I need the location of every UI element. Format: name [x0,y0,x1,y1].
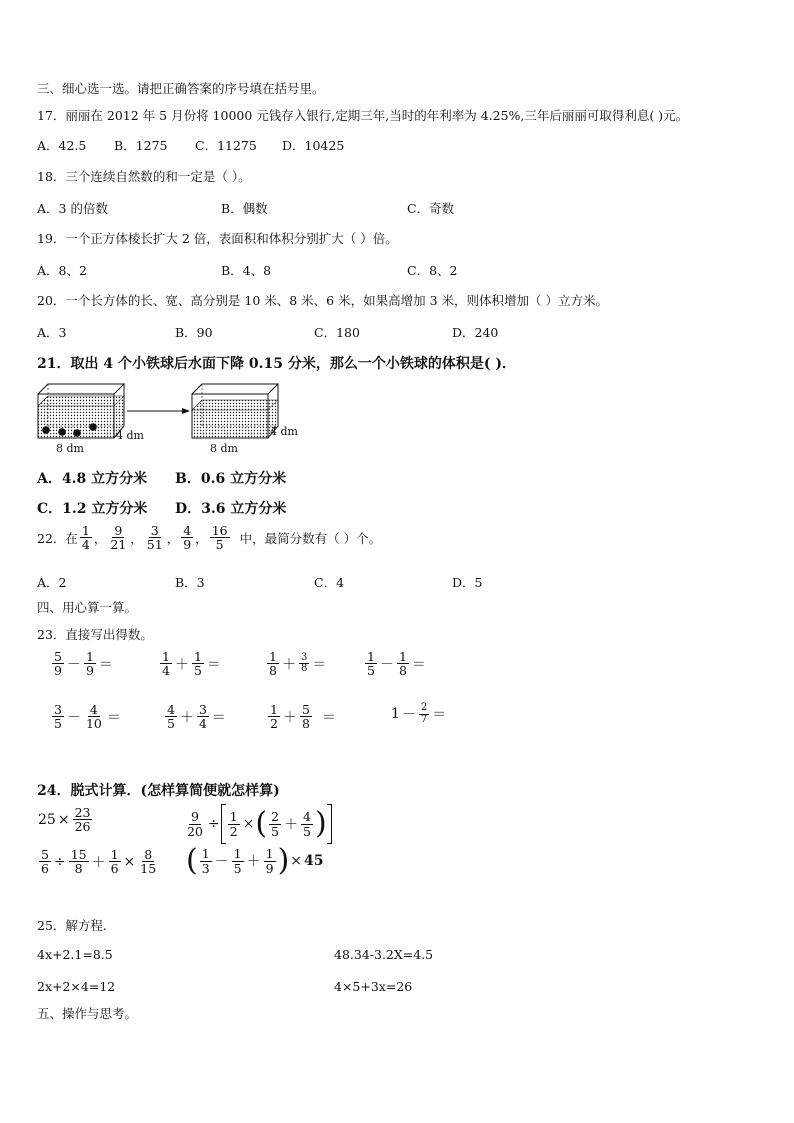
q17-option-b: B．1275 [114,138,168,153]
q22-sep: ， [195,530,208,546]
q22-sep: ， [130,530,143,546]
q22-option-b: B．3 [175,575,205,590]
q21-option-b [175,468,286,488]
q23-item-6: $\frac{4}{5}$ ＋ $\frac{3}{4}$ ＝ [167,702,226,732]
q22-stem [37,524,381,551]
q22-option-c: C．4 [314,575,345,590]
q23-item-7: $\frac{1}{2}$ ＋ $\frac{5}{8}$ ＝ [270,702,336,732]
q22-fraction-1: $\frac{1}{4}$ [81,523,90,553]
left-paren: ( [186,843,198,878]
q21-stem: 21．取出 4 个小铁球后水面下降 0.15 分米，那么一个小铁球的体积是( )． [37,356,516,372]
q18-option-b: B．偶数 [221,201,268,216]
tank1-length-label: 8 dm [56,442,84,455]
right-paren: ) [314,806,327,841]
section-5-heading: 五、操作与思考。 [37,1006,138,1021]
section-4-heading: 四、用心算一算。 [37,600,138,615]
tank2-length-label: 8 dm [210,442,238,455]
q22-sep: ， [166,530,180,546]
iron-ball [73,429,81,437]
q25-stem: 25．解方程. [37,918,107,933]
q23-item-8: 1 － $\frac{2}{7}$ ＝ [391,702,447,725]
q22-fraction-4: $\frac{4}{9}$ [183,523,192,553]
q17-option-d: D．10425 [282,138,345,153]
q18-stem: 18．三个连续自然数的和一定是（ ）。 [37,169,251,184]
q24-expr-3: $\frac{5}{6}$ ÷ $\frac{15}{8}$ ＋ $\frac{1}{6}$ × $\frac{8}{15}$ [41,847,157,877]
tank1-height-label: 4 dm [116,429,144,442]
section-3-heading: 三、细心选一选。请把正确答案的序号填在括号里。 [37,81,325,96]
q18-option-c: C．奇数 [407,201,455,216]
q23-item-1: $\frac{5}{9}$ － $\frac{1}{9}$ ＝ [54,649,113,679]
q20-stem: 20．一个长方体的长、宽、高分别是 10 米、8 米、6 米，如果高增加 3 米，则体积增加（ ）立方米。 [37,293,608,308]
q23-stem: 23．直接写出得数。 [37,627,153,642]
q25-equation-2: 48.34-3.2X=4.5 [334,947,434,962]
q22-suffix: 中，最简分数有（ ）个。 [239,530,382,546]
q22-fraction-2: $\frac{9}{21}$ [110,523,127,553]
q22-fraction-5: $\frac{16}{5}$ [211,523,228,553]
left-bracket [221,804,226,844]
q17-stem: 17．丽丽在 2012 年 5 月份将 10000 元钱存入银行,定期三年,当时的年利率为 4.25%,三年后丽丽可取得利息( )元。 [37,108,689,123]
iron-ball [58,428,66,436]
q24-expr-4: ( $\frac{1}{3}$ － $\frac{1}{5}$ ＋ $\frac{1}{9}$ ) × 45 [186,843,324,878]
q22-fraction-3: $\frac{3}{51}$ [146,523,163,553]
q19-option-b: B．4、8 [221,263,272,278]
q22-prefix: 22．在 [37,530,78,546]
q20-option-d: D．240 [452,325,499,340]
q19-option-a: A．8、2 [37,263,87,278]
q21-option-c-text: C．1.2 立方分米 [37,501,148,517]
q23-item-3: $\frac{1}{8}$ ＋ $\frac{3}{8}$ ＝ [269,649,327,679]
q24-expr-2: $\frac{9}{20}$ ÷ $\frac{1}{2}$ × ( $\frac{2}{5}$ ＋ $\frac{4}{5}$ ) [183,804,332,844]
q17-option-a: A．42.5 [37,138,87,153]
q25-equation-4: 4×5+3x=26 [334,979,413,994]
q23-item-5: $\frac{3}{5}$ － $\frac{4}{10}$ ＝ [54,702,121,732]
q20-option-c: C．180 [314,325,360,340]
iron-ball [89,423,97,431]
tank2-height-label: 4 dm [270,425,298,438]
q22-sep: ， [93,530,107,546]
q21-option-b-text: B．0.6 立方分米 [175,471,287,487]
arrow-head [182,408,190,414]
q22-option-a: A．2 [37,575,67,590]
right-bracket [327,804,332,844]
q24-stem: 24．脱式计算．(怎样算简便就怎样算) [37,783,280,799]
q25-equation-3: 2x+2×4=12 [37,979,116,994]
q19-option-c: C．8、2 [407,263,458,278]
q21-option-d [175,498,286,518]
left-paren: ( [255,806,268,841]
q20-option-b: B．90 [175,325,213,340]
q23-item-4: $\frac{1}{5}$ － $\frac{1}{8}$ ＝ [367,649,426,679]
q21-option-c [37,498,147,518]
q19-stem: 19．一个正方体棱长扩大 2 倍，表面积和体积分别扩大（ ）倍。 [37,231,398,246]
q25-equation-1: 4x+2.1=8.5 [37,947,113,962]
q18-option-a: A．3 的倍数 [37,201,108,216]
q21-option-a [37,468,147,488]
q21-option-a-text: A．4.8 立方分米 [37,471,148,487]
q23-item-2: $\frac{1}{4}$ ＋ $\frac{1}{5}$ ＝ [162,649,221,679]
q21-option-d-text: D．3.6 立方分米 [175,501,287,517]
q22-option-d: D．5 [452,575,483,590]
right-paren: ) [277,843,290,878]
tank-before [38,384,124,438]
iron-ball [42,426,50,434]
q24-expr-1: 25 × $\frac{23}{26}$ [38,805,91,835]
tank-after [192,384,278,438]
q20-option-a: A．3 [37,325,67,340]
q17-option-c: C．11275 [195,138,257,153]
